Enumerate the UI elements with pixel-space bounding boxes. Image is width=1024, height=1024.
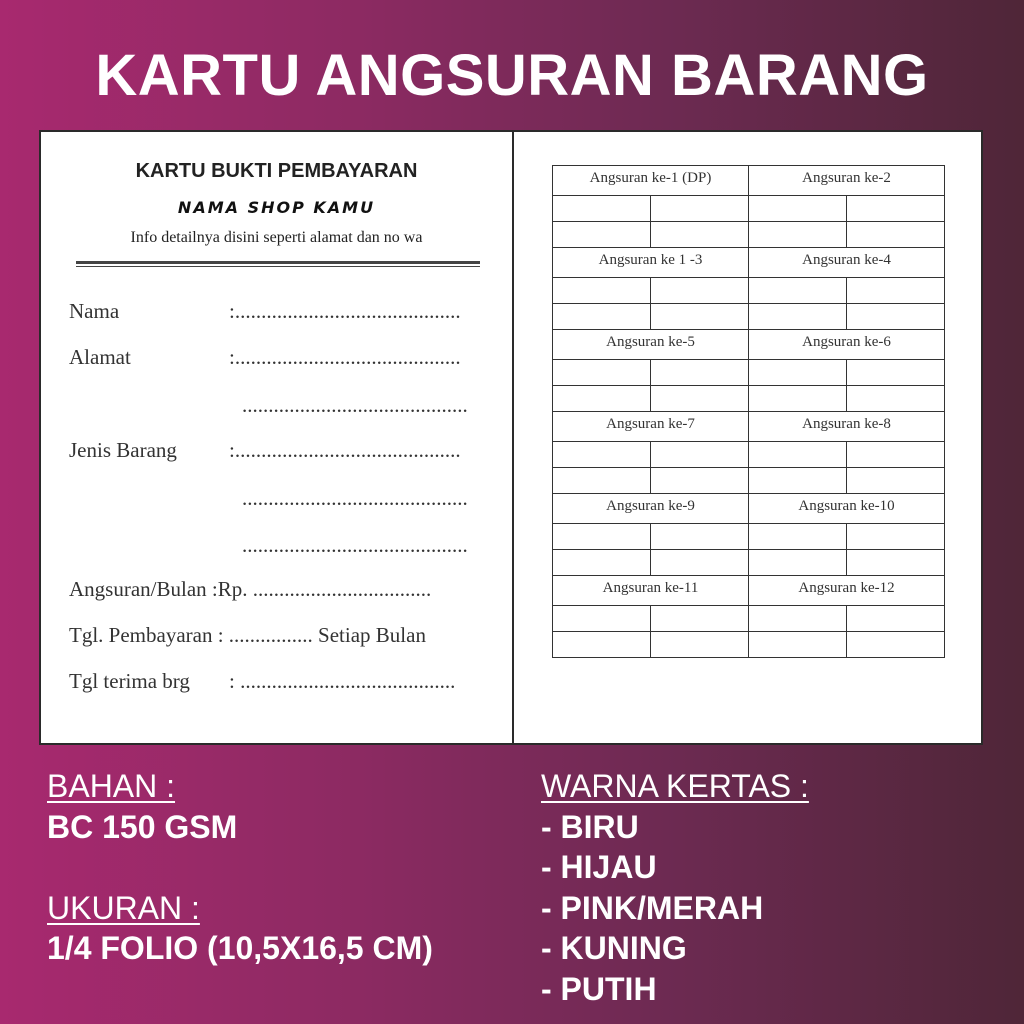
installment-header: Angsuran ke-1 (DP) <box>553 166 749 196</box>
field-label-jenis-barang: Jenis Barang <box>69 438 177 462</box>
field-label-alamat: Alamat <box>69 345 131 369</box>
ukuran-value: 1/4 FOLIO (10,5X16,5 CM) <box>47 930 433 966</box>
warna-item: - PUTIH <box>541 971 657 1007</box>
installment-cell <box>847 606 945 632</box>
installment-cell <box>749 360 847 386</box>
warna-item: - BIRU <box>541 809 639 845</box>
installment-cell <box>749 632 847 658</box>
installment-cell <box>749 386 847 412</box>
installment-cell <box>553 550 651 576</box>
warna-label: WARNA KERTAS : <box>541 768 809 804</box>
installment-cell <box>847 386 945 412</box>
field-line-nama: :........................................... <box>229 299 461 323</box>
installment-table <box>552 165 945 658</box>
installment-header: Angsuran ke-6 <box>749 330 945 360</box>
installment-cell <box>847 524 945 550</box>
installment-cell <box>847 442 945 468</box>
installment-cell <box>553 360 651 386</box>
installment-cell <box>651 360 749 386</box>
installment-cell <box>749 442 847 468</box>
installment-cell <box>847 196 945 222</box>
installment-cell <box>651 196 749 222</box>
field-line-alamat: :........................................... <box>229 345 461 369</box>
installment-cell <box>651 468 749 494</box>
installment-cell <box>553 606 651 632</box>
installment-page <box>514 132 983 743</box>
header-rule-thin <box>76 266 480 267</box>
ukuran-label: UKURAN : <box>47 890 200 926</box>
installment-cell <box>651 550 749 576</box>
installment-cell <box>553 468 651 494</box>
installment-cell <box>651 386 749 412</box>
bahan-value: BC 150 GSM <box>47 809 238 845</box>
installment-header: Angsuran ke-5 <box>553 330 749 360</box>
installment-cell <box>847 222 945 248</box>
installment-header: Angsuran ke-10 <box>749 494 945 524</box>
installment-cell <box>651 304 749 330</box>
installment-cell <box>749 278 847 304</box>
receipt-title: KARTU BUKTI PEMBAYARAN <box>135 160 418 182</box>
installment-cell <box>847 360 945 386</box>
field-line-jenis-barang-3: ........................................... <box>242 533 468 557</box>
installment-header: Angsuran ke-8 <box>749 412 945 442</box>
installment-cell <box>749 196 847 222</box>
warna-item: - HIJAU <box>541 849 657 885</box>
installment-cell <box>651 278 749 304</box>
installment-cell <box>553 278 651 304</box>
installment-cell <box>553 304 651 330</box>
installment-cell <box>651 442 749 468</box>
installment-cell <box>651 632 749 658</box>
installment-header: Angsuran ke-11 <box>553 576 749 606</box>
installment-cell <box>847 550 945 576</box>
installment-header: Angsuran ke 1 -3 <box>553 248 749 278</box>
installment-header: Angsuran ke-12 <box>749 576 945 606</box>
installment-cell <box>847 278 945 304</box>
installment-cell <box>749 468 847 494</box>
installment-cell <box>651 222 749 248</box>
receipt-page <box>41 132 512 743</box>
installment-header: Angsuran ke-4 <box>749 248 945 278</box>
installment-cell <box>553 196 651 222</box>
installment-card-mockup <box>39 130 983 745</box>
field-line-alamat-2: ........................................... <box>242 393 468 417</box>
field-line-jenis-barang-2: ........................................... <box>242 486 468 510</box>
installment-header: Angsuran ke-2 <box>749 166 945 196</box>
field-angsuran-bulan: Angsuran/Bulan :Rp. .................................. <box>69 577 432 601</box>
installment-cell <box>553 442 651 468</box>
installment-cell <box>553 524 651 550</box>
installment-cell <box>553 222 651 248</box>
page-title: KARTU ANGSURAN BARANG <box>95 43 929 108</box>
field-line-jenis-barang: :........................................... <box>229 438 461 462</box>
bahan-label: BAHAN : <box>47 768 176 804</box>
installment-cell <box>749 222 847 248</box>
field-label-tgl-terima: Tgl terima brg <box>69 669 190 693</box>
warna-item: - PINK/MERAH <box>541 890 764 926</box>
installment-cell <box>749 606 847 632</box>
shop-name: NAMA SHOP KAMU <box>177 198 376 217</box>
shop-info: Info detailnya disini seperti alamat dan no wa <box>130 229 423 246</box>
installment-cell <box>847 304 945 330</box>
installment-cell <box>651 606 749 632</box>
field-label-nama: Nama <box>69 299 120 323</box>
field-tgl-pembayaran: Tgl. Pembayaran : ................ Setiap Bulan <box>69 623 426 647</box>
installment-cell <box>749 550 847 576</box>
installment-cell <box>651 524 749 550</box>
installment-cell <box>749 304 847 330</box>
installment-cell <box>553 386 651 412</box>
installment-cell <box>749 524 847 550</box>
header-rule <box>76 261 480 264</box>
field-line-tgl-terima: : ......................................... <box>229 669 456 693</box>
installment-cell <box>553 632 651 658</box>
warna-item: - KUNING <box>541 930 687 966</box>
installment-cell <box>847 468 945 494</box>
installment-cell <box>847 632 945 658</box>
installment-header: Angsuran ke-9 <box>553 494 749 524</box>
installment-header: Angsuran ke-7 <box>553 412 749 442</box>
